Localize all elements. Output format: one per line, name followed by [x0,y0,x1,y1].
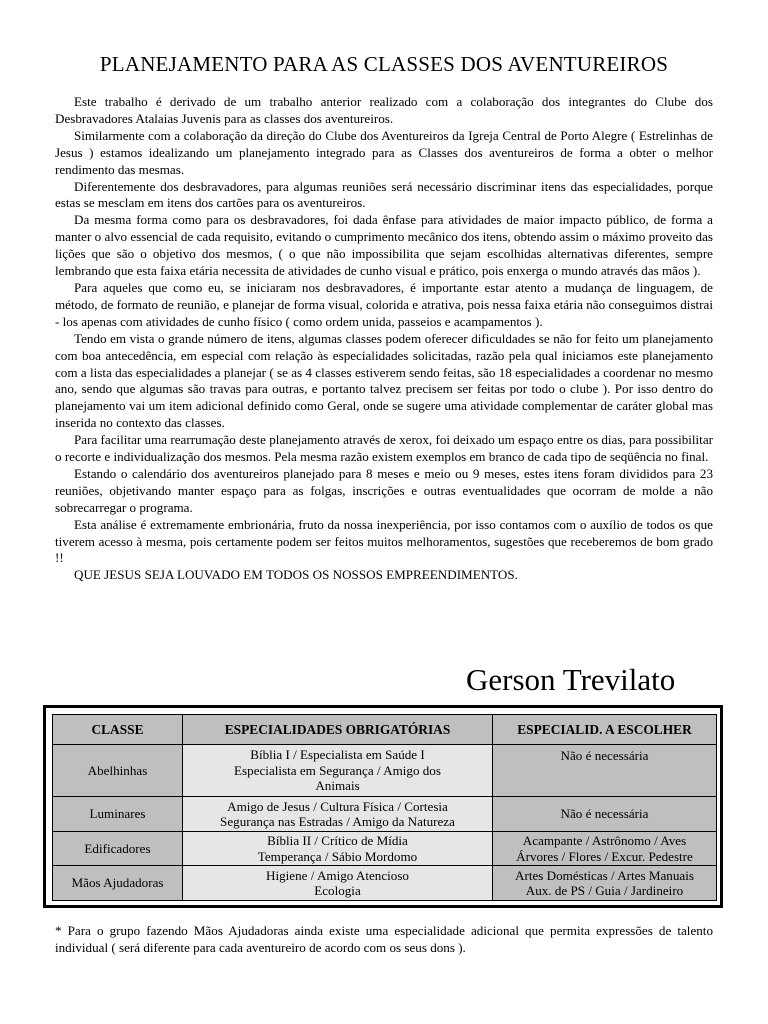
body-text [55,94,713,584]
cell-escolher [493,832,717,866]
cell-escolher [493,797,717,832]
cell-obrigatorias [183,797,493,832]
paragraph: Estando o calendário dos aventureiros planejado para 8 meses e meio ou 9 meses, estes itens foram divididos para 23 reuniões, objetivando manter espaço para as folgas, inscrições e outras eventualidades que ocorram de molde a não sobrecarregar o programa. [55,465,713,515]
signature: Gerson Trevilato [466,662,676,697]
table-row [53,745,717,797]
footnote: * Para o grupo fazendo Mãos Ajudadoras ainda existe uma especialidade adicional que permita expressões de talento individual ( será diferente para cada aventureiro de acordo com os seus dons ). [55,923,713,955]
cell-escolher [493,866,717,901]
cell-obrigatorias [183,866,493,901]
paragraph: Esta análise é extremamente embrionária, fruto da nossa inexperiência, por isso contamos com o auxílio de todos os que tiverem acesso à mesma, pois certamente podem ser feitos muitos melhoramentos, sugestões que receberemos de bom grado !! [55,516,713,566]
paragraph: Diferentemente dos desbravadores, para algumas reuniões será necessário discriminar itens das especialidades, porque estas se mesclam em itens dos cartões para os aventureiros. [55,178,713,211]
cell-line: Artes Domésticas / Artes Manuais [515,867,694,883]
closing-line: QUE JESUS SEJA LOUVADO EM TODOS OS NOSSOS EMPREENDIMENTOS. [74,567,518,583]
paragraph: Da mesma forma como para os desbravadores, foi dada ênfase para atividades de maior impacto público, de forma a manter o alvo essencial de cada requisito, evitando o cumprimento mecânico dos itens, obtendo assim o máximo proveito das lições que são o objetivo dos mesmos, ( o que não impossibilita que sejam escolhidas alternativas diferentes, sempre lembrando que esta faixa etária necessita de atividades de cunho visual e prático, pois enxerga o mundo através das mãos ). [55,212,713,279]
cell-line: Não é necessária [560,806,649,822]
document-title: PLANEJAMENTO PARA AS CLASSES DOS AVENTUREIROS [99,52,669,76]
cell-classe: Luminares [53,797,183,832]
cell-line: Aux. de PS / Guia / Jardineiro [525,883,684,898]
cell-line: Segurança nas Estradas / Amigo da Natureza [220,814,455,829]
cell-line: Bíblia II / Crítico de Mídia [267,833,408,849]
header-escolher: ESPECIALID. A ESCOLHER [493,715,717,745]
table-header-row [53,715,717,745]
header-classe: CLASSE [53,715,183,745]
cell-line: Acampante / Astrônomo / Aves [522,833,687,849]
cell-line: Temperança / Sábio Mordomo [257,848,418,864]
cell-line: Animais [315,778,360,794]
cell-line: Árvores / Flores / Excur. Pedestre [516,848,693,864]
table-row [53,797,717,832]
paragraph: Para facilitar uma rearrumação deste planejamento através de xerox, foi deixado um espaço entre os dias, para possibilitar o recorte e individualização dos mesmos. Pela mesma razão existem exemplos em branco de cada tipo de seqüência no final. [55,432,713,465]
cell-classe: Mãos Ajudadoras [53,866,183,901]
cell-line: Bíblia I / Especialista em Saúde I [250,747,425,763]
paragraph: Tendo em vista o grande número de itens, algumas classes podem oferecer dificuldades se não for feito um planejamento com boa antecedência, em especial com relação às especialidades solicitadas, razão pela qual iniciamos este planejamento com a lista das especialidades a planejar ( se as 4 classes estiverem sendo feitas, são 18 especialidades a coordenar no mesmo ano, sendo que algumas são travas para outras, e portanto talvez precisem ser feitas por todo o clube ). Por isso dentro do planejamento vai um item adicional definido como Geral, onde se sugere uma atividade complementar de caráter global mas inserida no contexto das classes. [55,330,713,431]
paragraph: Para aqueles que como eu, se iniciaram nos desbravadores, é importante estar atento a mudança de linguagem, de método, de formato de reunião, e planejar de forma visual, colorida e atrativa, pois nessa faixa etária não conseguimos distrai - los apenas com atividades de cunho físico ( como ordem unida, passeios e acampamentos ). [55,279,713,329]
cell-classe: Edificadores [53,832,183,866]
cell-obrigatorias [183,832,493,866]
cell-line: Higiene / Amigo Atencioso [266,867,409,883]
cell-line: Amigo de Jesus / Cultura Física / Cortesia [227,798,448,814]
cell-classe: Abelhinhas [53,745,183,797]
specialties-table [52,714,717,901]
cell-line: Especialista em Segurança / Amigo dos [234,762,441,778]
header-obrigatorias: ESPECIALIDADES OBRIGATÓRIAS [183,715,493,745]
paragraph: Similarmente com a colaboração da direção do Clube dos Aventureiros da Igreja Central de Porto Alegre ( Estrelinhas de Jesus ) estamos idealizando um planejamento integrado para as Classes dos aventureiros de forma a obter o melhor rendimento das mesmas. [55,127,713,177]
paragraph: Este trabalho é derivado de um trabalho anterior realizado com a colaboração dos integrantes do Clube dos Desbravadores Atalaias Juvenis para as classes dos aventureiros. [55,94,713,126]
cell-obrigatorias [183,745,493,797]
cell-line: Não é necessária [560,748,649,763]
cell-line: Ecologia [314,883,361,898]
table-row [53,866,717,901]
cell-escolher [493,745,717,797]
table-row [53,832,717,866]
